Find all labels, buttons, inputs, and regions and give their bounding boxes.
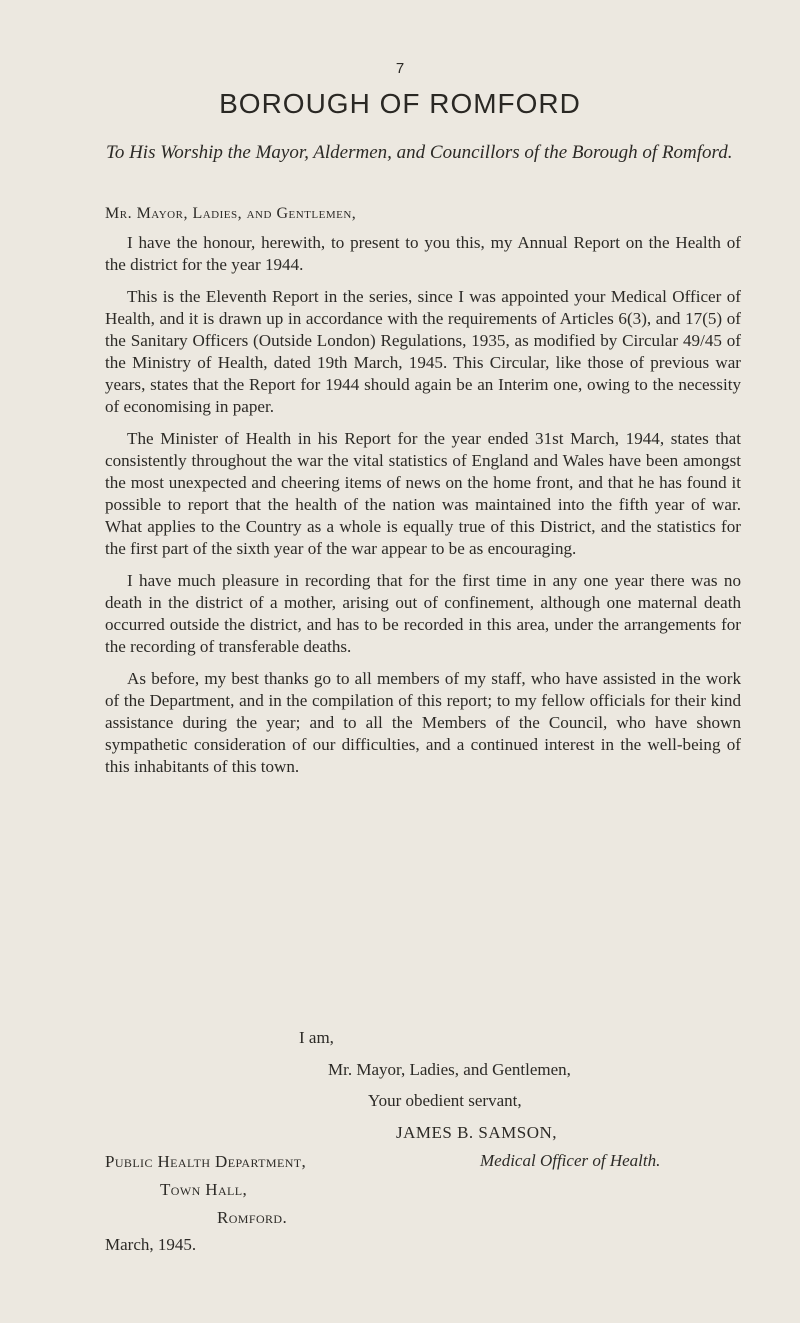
- closing-servant: Your obedient servant,: [368, 1091, 522, 1110]
- paragraph: The Minister of Health in his Report for the year ended 31st March, 1944, states that consistently throughout the war the vital statistics of England and Wales have been amongst the most unexpected and cheering items of news on the home front, and that he has found it possible to report that the health of the nation was maintained into the fifth year of war. What applies to the Country as a whole is equally true of this District, and the statistics for the first part of the sixth year of the war appear to be as encouraging.: [105, 429, 741, 558]
- page-number: 7: [395, 60, 405, 77]
- letter-body: [105, 232, 741, 788]
- signatory-role: Medical Officer of Health.: [480, 1151, 661, 1170]
- paragraph: As before, my best thanks go to all members of my staff, who have assisted in the work of the Department, and in the compilation of this report; to my fellow officials for their kind assistance during the year; and to all the Members of the Council, who have shown sympathetic consideration of our difficulties, and a continued interest in the well-being of this inhabitants of this town.: [105, 669, 741, 776]
- letter-date: March, 1945.: [105, 1235, 197, 1254]
- salutation: Mr. Mayor, Ladies, and Gentlemen,: [105, 205, 357, 222]
- closing-i-am: I am,: [299, 1028, 334, 1047]
- sender-town: Romford.: [217, 1208, 288, 1227]
- addressee: To His Worship the Mayor, Aldermen, and Councillors of the Borough of Romford.: [106, 142, 733, 163]
- page-title: BOROUGH OF ROMFORD: [219, 88, 581, 119]
- paragraph: I have much pleasure in recording that for the first time in any one year there was no death in the district of a mother, arising out of confinement, although one maternal death occurred outside the district, and has to be recorded in this area, under the arrangements for the recording of transferable deaths.: [105, 571, 741, 656]
- paragraph: I have the honour, herewith, to present to you this, my Annual Report on the Health of the district for the year 1944.: [105, 233, 741, 274]
- signatory-name: JAMES B. SAMSON,: [396, 1123, 558, 1142]
- paragraph: This is the Eleventh Report in the series, since I was appointed your Medical Officer of Health, and it is drawn up in accordance with the requirements of Articles 6(3), and 17(5) of the Sanitary Officers (Outside London) Regulations, 1935, as modified by Circular 49/45 of the Ministry of Health, dated 19th March, 1945. This Circular, like those of previous war years, states that the Report for 1944 should again be an Interim one, owing to the necessity of economising in paper.: [105, 287, 741, 416]
- sender-department: Public Health Department,: [105, 1152, 307, 1171]
- closing-address-line: Mr. Mayor, Ladies, and Gentlemen,: [328, 1060, 571, 1079]
- sender-building: Town Hall,: [160, 1180, 248, 1199]
